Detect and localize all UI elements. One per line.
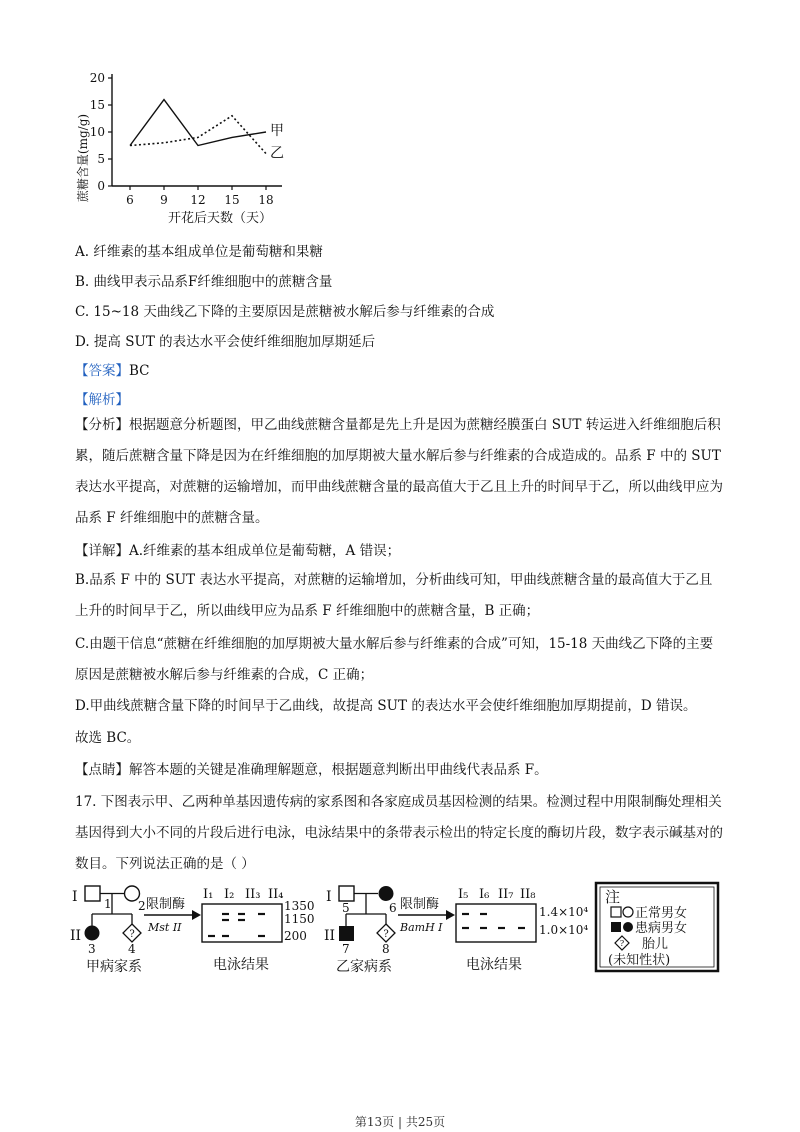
individual-1-normal-male xyxy=(85,886,100,901)
y-tick-label: 10 xyxy=(89,125,105,139)
legend-affected-female-icon xyxy=(623,922,633,932)
x-tick-label: 6 xyxy=(126,193,134,207)
series-yi-label: 乙 xyxy=(270,145,284,162)
xiangjie-a xyxy=(75,536,725,567)
legend-title: 注 xyxy=(605,888,621,906)
xiangjie-tag: 【详解】 xyxy=(75,543,129,559)
num-8: 8 xyxy=(382,942,390,956)
lane-label-a-0: I₁ xyxy=(203,887,214,902)
legend-affected-text: 患病男女 xyxy=(635,921,688,936)
individual-3-affected-female xyxy=(85,926,100,941)
analysis-tag: 【解析】 xyxy=(75,392,129,408)
num-4: 4 xyxy=(128,942,136,956)
xiangjie-d: D.甲曲线蔗糖含量下降的时间早于乙曲线，故提高 SUT 的表达水平会使纤维细胞加厚期提前，D 错误。 xyxy=(75,698,697,714)
legend-normal-male-icon xyxy=(611,907,621,917)
gen-label-II-b: II xyxy=(324,928,336,944)
enzyme-label-a: 限制酶 xyxy=(146,897,186,912)
option-d: D. 提高 SUT 的表达水平会使纤维细胞加厚期延后 xyxy=(75,334,376,350)
arrow-head-a xyxy=(192,910,201,920)
xiangjie-b: B.品系 F 中的 SUT 表达水平提高，对蔗糖的运输增加，分析曲线可知，甲曲线蔗糖含量的最高值大于乙且上升的时间早于乙，所以曲线甲应为品系 F 纤维细胞中的蔗糖含量，B 正确； xyxy=(75,572,713,619)
y-tick-label: 5 xyxy=(97,152,105,166)
legend-normal-female-icon xyxy=(623,907,633,917)
num-5: 5 xyxy=(342,901,350,915)
enzyme-label-b: 限制酶 xyxy=(400,897,440,912)
pedigree-figure xyxy=(68,878,728,978)
series-jia-line xyxy=(130,100,266,146)
dianjing-tag: 【点睛】 xyxy=(75,762,129,778)
fetus-mark-8: ? xyxy=(383,929,389,940)
lane-label-b-3: II₈ xyxy=(520,887,536,902)
enzyme-name-a: Mst II xyxy=(148,921,182,934)
size-b-0: 1.4×10⁴ xyxy=(539,905,589,919)
lane-label-a-1: I₂ xyxy=(224,887,235,902)
y-tick-label: 0 xyxy=(97,179,105,193)
sucrose-line-chart xyxy=(60,62,300,230)
gen-label-I-a: I xyxy=(72,889,78,905)
legend-fetus-mark: ? xyxy=(619,939,625,948)
gen-label-I-b: I xyxy=(326,889,332,905)
gel-box-b xyxy=(456,904,536,942)
fenxi-tag: 【分析】 xyxy=(75,417,129,433)
individual-5-normal-male xyxy=(339,886,354,901)
fenxi-text: 根据题意分析题图，甲乙曲线蔗糖含量都是先上升是因为蔗糖经膜蛋白 SUT 转运进入纤维细胞后积累，随后蔗糖含量下降是因为在纤维细胞的加厚期被大量水解后参与纤维素的合成造成的。品系 F 中的 SUT 表达水平提高，对蔗糖的运输增加，而甲曲线蔗糖含量的最高值大于乙且上升的时间早于乙，所以曲线甲应为品系 F 纤维细胞中的蔗糖含量。 xyxy=(75,417,723,526)
size-a-1: 1150 xyxy=(284,912,315,926)
y-tick-label: 20 xyxy=(89,71,105,85)
size-b-1: 1.0×10⁴ xyxy=(539,923,589,937)
option-a: A. 纤维素的基本组成单位是葡萄糖和果糖 xyxy=(75,244,323,260)
fetus-mark-4: ? xyxy=(129,929,135,940)
page-footer: 第13页 | 共25页 xyxy=(354,1115,446,1129)
lane-label-b-1: I₆ xyxy=(479,887,490,902)
lane-label-a-2: II₃ xyxy=(245,887,261,902)
x-tick-label: 12 xyxy=(190,193,206,207)
electro-a-label: 电泳结果 xyxy=(213,957,269,973)
size-a-2: 200 xyxy=(284,929,307,943)
answer-value: BC xyxy=(129,363,150,379)
answer-line xyxy=(75,359,150,379)
option-c: C. 15~18 天曲线乙下降的主要原因是蔗糖被水解后参与纤维素的合成 xyxy=(75,304,495,320)
lane-label-a-3: II₄ xyxy=(268,887,284,902)
dianjing-paragraph xyxy=(75,755,725,786)
fenxi-paragraph xyxy=(75,410,725,534)
electro-b-label: 电泳结果 xyxy=(466,957,522,973)
chart-xlabel: 开花后天数（天） xyxy=(167,211,273,226)
xiangjie-c: C.由题干信息“蔗糖在纤维细胞的加厚期被大量水解后参与纤维素的合成”可知，15-18 天曲线乙下降的主要原因是蔗糖被水解后参与纤维素的合成，C 正确； xyxy=(75,636,714,683)
individual-6-affected-female xyxy=(379,886,394,901)
xiangjie-a-text: A.纤维素的基本组成单位是葡萄糖，A 错误； xyxy=(129,543,401,559)
x-tick-label: 9 xyxy=(160,193,168,207)
family-b-label: 乙家病系 xyxy=(336,959,392,975)
gen-label-II-a: II xyxy=(70,928,82,944)
family-a-label: 甲病家系 xyxy=(86,959,142,975)
num-3: 3 xyxy=(88,942,96,956)
question-17: 17. 下图表示甲、乙两种单基因遗传病的家系图和各家庭成员基因检测的结果。检测过程中用限制酶处理相关基因得到大小不同的片段后进行电泳，电泳结果中的条带表示检出的特定长度的酶切片段，数字表示碱基对的数目。下列说法正确的是（ ） xyxy=(75,794,723,872)
lane-label-b-0: I₅ xyxy=(458,887,469,902)
individual-7-affected-male xyxy=(339,926,354,941)
option-b: B. 曲线甲表示品系F纤维细胞中的蔗糖含量 xyxy=(75,274,333,290)
legend-fetus-text: 胎儿 xyxy=(642,937,669,952)
num-6: 6 xyxy=(389,901,397,915)
chart-ylabel: 蔗糖含量(mg/g) xyxy=(76,113,90,203)
arrow-head-b xyxy=(446,910,455,920)
y-tick-label: 15 xyxy=(89,98,105,112)
lane-label-b-2: II₇ xyxy=(498,887,514,902)
num-2: 2 xyxy=(138,899,146,913)
answer-tag: 【答案】 xyxy=(75,363,129,379)
x-tick-label: 18 xyxy=(258,193,274,207)
xiangjie-conclusion: 故选 BC。 xyxy=(75,730,141,746)
size-a-0: 1350 xyxy=(284,899,315,913)
num-1: 1 xyxy=(104,897,112,911)
legend-fetus-note: (未知性状) xyxy=(608,953,671,968)
legend-affected-male-icon xyxy=(611,922,621,932)
series-jia-label: 甲 xyxy=(270,123,284,139)
legend-normal-text: 正常男女 xyxy=(635,906,688,921)
x-tick-label: 15 xyxy=(224,193,240,207)
num-7: 7 xyxy=(342,942,350,956)
dianjing-text: 解答本题的关键是准确理解题意，根据题意判断出甲曲线代表品系 F。 xyxy=(129,762,548,778)
enzyme-name-b: BamH I xyxy=(400,921,443,934)
